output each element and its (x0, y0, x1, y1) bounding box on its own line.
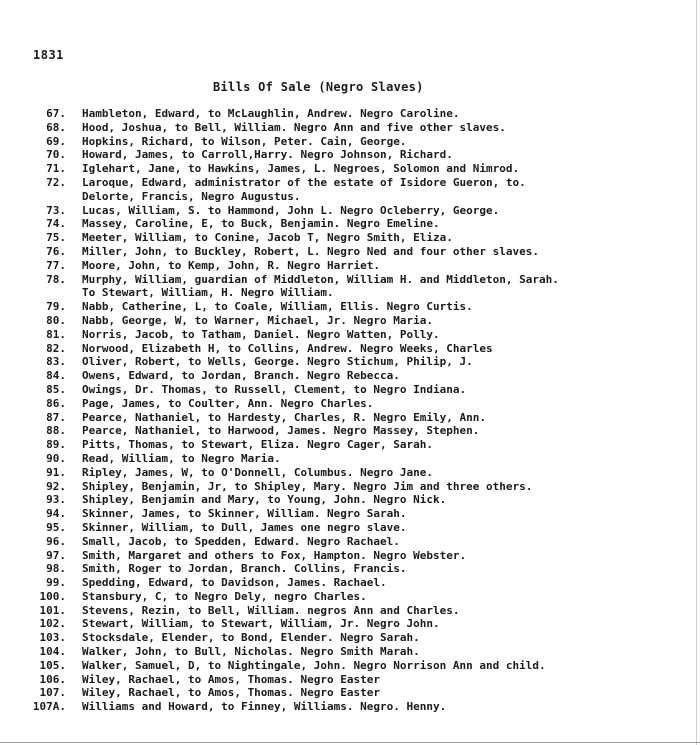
list-item (14, 231, 694, 245)
bottom-edge-rule (0, 742, 700, 743)
list-item (14, 328, 694, 342)
entry-line: Stocksdale, Elender, to Bond, Elender. Negro Sarah. (82, 631, 420, 645)
list-item (14, 521, 694, 535)
entry-line: Skinner, James, to Skinner, William. Negro Sarah. (82, 507, 407, 521)
list-item (14, 452, 694, 466)
entry-text (82, 452, 694, 466)
entry-number: 70. (46, 148, 66, 162)
list-item (14, 397, 694, 411)
entry-number: 68. (46, 120, 66, 134)
document-year: 1831 (33, 48, 64, 62)
list-item (14, 245, 694, 259)
entry-number: 104. (39, 645, 66, 659)
entry-text (82, 507, 694, 521)
list-item (14, 121, 694, 135)
list-item (14, 576, 694, 590)
entry-line: Stansbury, C, to Negro Dely, negro Charles. (82, 589, 367, 603)
entry-text (82, 342, 694, 356)
entry-text (82, 121, 694, 135)
list-item (14, 631, 694, 645)
entry-number: 106. (39, 672, 66, 686)
list-item (14, 562, 694, 576)
entry-text (82, 673, 694, 687)
list-item (14, 204, 694, 218)
entry-number: 91. (46, 465, 66, 479)
entry-text (82, 424, 694, 438)
entry-number: 74. (46, 217, 66, 231)
list-item (14, 300, 694, 314)
entry-line: Smith, Margaret and others to Fox, Hampton. Negro Webster. (82, 548, 467, 562)
right-edge-rule (696, 0, 697, 745)
entry-line: Shipley, Benjamin, Jr, to Shipley, Mary. Negro Jim and three others. (82, 479, 533, 493)
entry-number: 75. (46, 231, 66, 245)
entry-line: Oliver, Robert, to Wells, George. Negro Stichum, Philip, J. (82, 355, 473, 369)
entry-line: Wiley, Rachael, to Amos, Thomas. Negro Easter (82, 672, 381, 686)
entry-number: 80. (46, 313, 66, 327)
entry-number: 100. (39, 589, 66, 603)
entry-text (82, 355, 694, 369)
entry-text (82, 107, 694, 121)
entry-line: Laroque, Edward, administrator of the estate of Isidore Gueron, to. (82, 175, 526, 189)
entry-number: 96. (46, 534, 66, 548)
entry-text (82, 176, 694, 204)
entry-line: Nabb, Catherine, L, to Coale, William, Ellis. Negro Curtis. (82, 300, 473, 314)
entry-text (82, 480, 694, 494)
list-item (14, 466, 694, 480)
entry-text (82, 617, 694, 631)
list-item (14, 342, 694, 356)
entry-number: 87. (46, 410, 66, 424)
list-item (14, 107, 694, 121)
list-item (14, 507, 694, 521)
entry-line: Stewart, William, to Stewart, William, Jr. Negro John. (82, 617, 440, 631)
list-item (14, 411, 694, 425)
entry-text (82, 411, 694, 425)
entry-text (82, 245, 694, 259)
entry-line: Norwood, Elizabeth H, to Collins, Andrew. Negro Weeks, Charles (82, 341, 493, 355)
entry-text (82, 231, 694, 245)
entry-number: 102. (39, 617, 66, 631)
entry-number: 99. (46, 576, 66, 590)
list-item (14, 617, 694, 631)
entry-number: 82. (46, 341, 66, 355)
list-item (14, 535, 694, 549)
entry-number: 95. (46, 520, 66, 534)
entry-text (82, 135, 694, 149)
entry-line: Moore, John, to Kemp, John, R. Negro Harriet. (82, 258, 381, 272)
entry-line: Iglehart, Jane, to Hawkins, James, L. Negroes, Solomon and Nimrod. (82, 162, 520, 176)
entry-number: 83. (46, 355, 66, 369)
entry-number: 88. (46, 424, 66, 438)
entry-text (82, 493, 694, 507)
entry-text (82, 659, 694, 673)
entry-line: Lucas, William, S. to Hammond, John L. Negro Ocleberry, George. (82, 203, 500, 217)
entry-number: 90. (46, 451, 66, 465)
entry-line: Hambleton, Edward, to McLaughlin, Andrew. Negro Caroline. (82, 107, 460, 120)
entry-text (82, 590, 694, 604)
list-item (14, 549, 694, 563)
entry-line: Walker, John, to Bull, Nicholas. Negro Smith Marah. (82, 645, 420, 659)
entry-line: Ripley, James, W, to O'Donnell, Columbus. Negro Jane. (82, 465, 433, 479)
list-item (14, 259, 694, 273)
entry-number: 84. (46, 369, 66, 383)
entry-line: Owens, Edward, to Jordan, Branch. Negro Rebecca. (82, 369, 400, 383)
entry-text (82, 604, 694, 618)
entry-line: Meeter, William, to Conine, Jacob T, Negro Smith, Eliza. (82, 231, 453, 245)
entry-text (82, 259, 694, 273)
document-title: Bills Of Sale (Negro Slaves) (213, 80, 424, 94)
list-item (14, 383, 694, 397)
list-item (14, 604, 694, 618)
entry-text (82, 686, 694, 700)
entry-text (82, 148, 694, 162)
list-item (14, 314, 694, 328)
entry-line: Massey, Caroline, E, to Buck, Benjamin. Negro Emeline. (82, 217, 440, 231)
entry-number: 107A. (32, 700, 66, 714)
entry-line: Spedding, Edward, to Davidson, James. Rachael. (82, 576, 387, 590)
entry-number: 107. (39, 686, 66, 700)
entry-text (82, 521, 694, 535)
entry-number: 97. (46, 548, 66, 562)
entry-number: 76. (46, 244, 66, 258)
entry-number: 71. (46, 162, 66, 176)
list-item (14, 700, 694, 714)
entry-line: Wiley, Rachael, to Amos, Thomas. Negro Easter (82, 686, 381, 700)
entry-number: 72. (46, 175, 66, 189)
list-item (14, 217, 694, 231)
entry-number: 79. (46, 300, 66, 314)
list-item (14, 355, 694, 369)
entry-line: Page, James, to Coulter, Ann. Negro Charles. (82, 396, 374, 410)
entry-number: 69. (46, 134, 66, 148)
entry-text (82, 273, 694, 301)
entry-line: Williams and Howard, to Finney, Williams. Negro. Henny. (82, 700, 447, 714)
entry-line: Pitts, Thomas, to Stewart, Eliza. Negro Cager, Sarah. (82, 438, 433, 452)
entry-line: Howard, James, to Carroll,Harry. Negro Johnson, Richard. (82, 148, 453, 162)
entry-line: Read, William, to Negro Maria. (82, 451, 281, 465)
entry-line: Pearce, Nathaniel, to Harwood, James. Negro Massey, Stephen. (82, 424, 480, 438)
entry-line: Walker, Samuel, D, to Nightingale, John. Negro Norrison Ann and child. (82, 658, 546, 672)
entry-text (82, 369, 694, 383)
list-item (14, 162, 694, 176)
entry-text (82, 383, 694, 397)
entry-line: Smith, Roger to Jordan, Branch. Collins, Francis. (82, 562, 407, 576)
entry-number: 67. (46, 107, 66, 120)
entry-line: Nabb, George, W, to Warner, Michael, Jr. Negro Maria. (82, 313, 433, 327)
entry-number: 81. (46, 327, 66, 341)
entry-number: 94. (46, 507, 66, 521)
entry-line: Owings, Dr. Thomas, to Russell, Clement, to Negro Indiana. (82, 382, 467, 396)
entry-line: Small, Jacob, to Spedden, Edward. Negro Rachael. (82, 534, 400, 548)
entry-number: 105. (39, 658, 66, 672)
entries-list (14, 107, 694, 714)
list-item (14, 590, 694, 604)
list-item (14, 480, 694, 494)
entry-text (82, 300, 694, 314)
entry-text (82, 162, 694, 176)
list-item (14, 273, 694, 301)
entry-number: 103. (39, 631, 66, 645)
entry-continuation-line: To Stewart, William, H. Negro William. (82, 286, 334, 300)
entry-text (82, 438, 694, 452)
entry-number: 73. (46, 203, 66, 217)
entry-text (82, 328, 694, 342)
entry-text (82, 204, 694, 218)
entry-text (82, 397, 694, 411)
entry-number: 85. (46, 382, 66, 396)
list-item (14, 645, 694, 659)
entry-line: Shipley, Benjamin and Mary, to Young, John. Negro Nick. (82, 493, 447, 507)
list-item (14, 176, 694, 204)
entry-number: 77. (46, 258, 66, 272)
entry-text (82, 314, 694, 328)
entry-text (82, 562, 694, 576)
entry-number: 78. (46, 272, 66, 286)
entry-line: Miller, John, to Buckley, Robert, L. Negro Ned and four other slaves. (82, 244, 539, 258)
list-item (14, 148, 694, 162)
entry-continuation-line: Delorte, Francis, Negro Augustus. (82, 189, 301, 203)
entry-number: 92. (46, 479, 66, 493)
entry-line: Stevens, Rezin, to Bell, William. negros Ann and Charles. (82, 603, 460, 617)
list-item (14, 424, 694, 438)
entry-text (82, 645, 694, 659)
entry-line: Skinner, William, to Dull, James one negro slave. (82, 520, 407, 534)
entry-number: 93. (46, 493, 66, 507)
entry-text (82, 549, 694, 563)
entry-line: Hood, Joshua, to Bell, William. Negro Ann and five other slaves. (82, 120, 506, 134)
list-item (14, 673, 694, 687)
list-item (14, 438, 694, 452)
list-item (14, 659, 694, 673)
entry-line: Murphy, William, guardian of Middleton, William H. and Middleton, Sarah. (82, 272, 559, 286)
list-item (14, 493, 694, 507)
entry-text (82, 217, 694, 231)
entry-text (82, 631, 694, 645)
list-item (14, 135, 694, 149)
list-item (14, 686, 694, 700)
entry-line: Pearce, Nathaniel, to Hardesty, Charles, R. Negro Emily, Ann. (82, 410, 486, 424)
entry-text (82, 466, 694, 480)
entry-number: 98. (46, 562, 66, 576)
entry-number: 101. (39, 603, 66, 617)
entry-number: 89. (46, 438, 66, 452)
entry-line: Hopkins, Richard, to Wilson, Peter. Cain, George. (82, 134, 407, 148)
entry-text (82, 576, 694, 590)
entry-text (82, 700, 694, 714)
entry-number: 86. (46, 396, 66, 410)
entry-line: Norris, Jacob, to Tatham, Daniel. Negro Watten, Polly. (82, 327, 440, 341)
entry-text (82, 535, 694, 549)
list-item (14, 369, 694, 383)
